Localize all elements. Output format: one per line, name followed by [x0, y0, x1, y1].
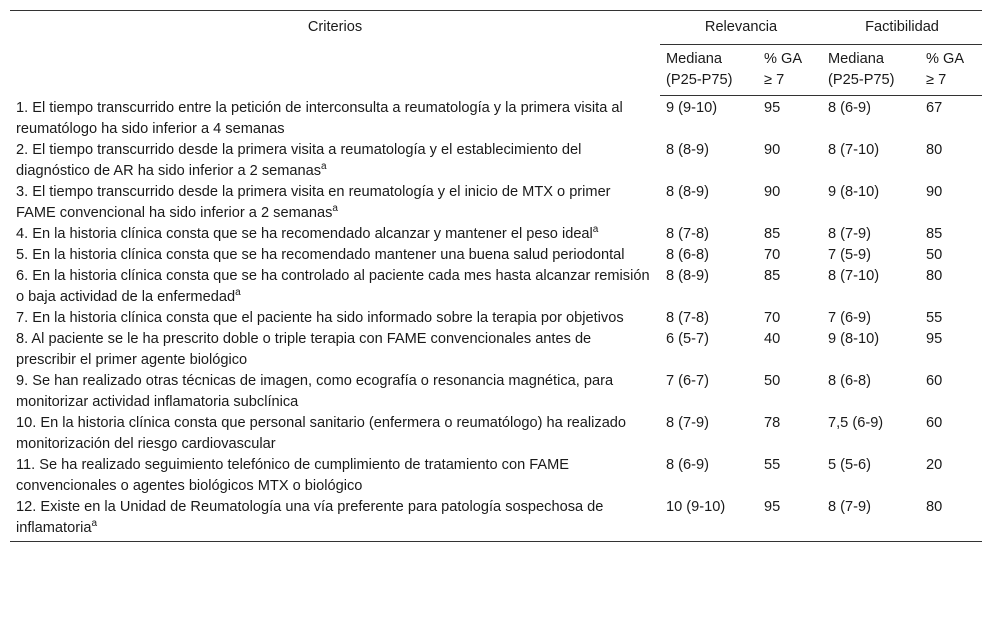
footnote-marker: a: [321, 160, 327, 172]
rel-median-cell: 10 (9-10): [660, 497, 758, 542]
header-fac-mediana: Mediana (P25-P75): [822, 45, 920, 96]
fac-median-cell: 8 (7-10): [828, 141, 880, 158]
criterion-cell: 5. En la historia clínica consta que se ha recomendado mantener una buena salud periodontal: [16, 246, 625, 263]
fac-median-cell: 9 (8-10): [828, 330, 880, 347]
fac-ga-cell: 60: [926, 414, 943, 431]
header-factibilidad: Factibilidad: [822, 11, 982, 45]
rel-ga-cell: 90: [764, 141, 781, 158]
footnote-marker: a: [592, 223, 599, 235]
fac-median-cell: 8 (7-10): [828, 267, 880, 284]
rel-ga-cell: 50: [764, 372, 781, 389]
fac-ga-cell: 80: [920, 497, 982, 542]
fac-median-cell: 7,5 (6-9): [828, 414, 884, 431]
rel-median-cell: 7 (6-7): [666, 372, 709, 389]
criterion-cell: 3. El tiempo transcurrido desde la primera visita en reumatología y el inicio de MTX o primer FAME convencional ha sido inferior a 2 semanas$^a$: [16, 183, 611, 221]
rel-median-cell: 8 (8-9): [666, 267, 709, 284]
table-row: [10, 96, 982, 140]
rel-ga-cell: 95: [758, 497, 822, 542]
header-fac-ga: % GA ≥ 7: [920, 45, 982, 96]
fac-ga-cell: 80: [926, 267, 943, 284]
fac-ga-cell: 80: [926, 141, 943, 158]
fac-median-cell: 7 (6-9): [828, 309, 871, 326]
table-row: [10, 224, 982, 245]
rel-ga-cell: 40: [764, 330, 781, 347]
criteria-table: [10, 10, 982, 542]
rel-median-cell: 8 (8-9): [666, 141, 709, 158]
table-row: [10, 497, 982, 542]
table-row: [10, 455, 982, 497]
rel-ga-cell: 85: [764, 225, 781, 242]
rel-median-cell: 8 (7-8): [666, 309, 709, 326]
fac-ga-cell: 95: [926, 330, 943, 347]
fac-median-cell: 8 (7-9): [822, 497, 920, 542]
fac-ga-cell: 90: [926, 183, 943, 200]
fac-median-cell: 9 (8-10): [828, 183, 880, 200]
rel-median-cell: 6 (5-7): [666, 330, 709, 347]
fac-median-cell: 8 (6-9): [828, 100, 871, 116]
rel-ga-cell: 85: [764, 267, 781, 284]
header-relevancia: Relevancia: [660, 11, 822, 45]
criterion-cell: 1. El tiempo transcurrido entre la petición de interconsulta a reumatología y la primera visita al reumatólogo ha sido inferior a 4 semanas: [16, 99, 623, 137]
criterion-cell: 8. Al paciente se le ha prescrito doble o triple terapia con FAME convencionales antes de prescribir el primer agente biológico: [16, 330, 592, 368]
fac-ga-cell: 20: [926, 456, 943, 473]
fac-ga-cell: 67: [926, 100, 943, 116]
rel-median-cell: 8 (8-9): [666, 183, 709, 200]
rel-ga-cell: 55: [764, 456, 781, 473]
fac-median-cell: 7 (5-9): [828, 246, 871, 263]
fac-median-cell: 8 (6-8): [828, 372, 871, 389]
table-row: [10, 371, 982, 413]
header-rel-mediana: Mediana (P25-P75): [660, 45, 758, 96]
table-row: [10, 413, 982, 455]
footnote-marker: a: [332, 202, 338, 214]
header-criterios: Criterios: [10, 11, 660, 96]
table-row: [10, 266, 982, 308]
rel-ga-cell: 90: [764, 183, 781, 200]
criterion-cell: 7. En la historia clínica consta que el paciente ha sido informado sobre la terapia por objetivos: [16, 309, 624, 326]
table-row: [10, 245, 982, 266]
fac-ga-cell: 55: [926, 309, 943, 326]
criterion-cell: 10. En la historia clínica consta que personal sanitario (enfermera o reumatólogo) ha realizado monitorización del riesgo cardiovascular: [16, 414, 627, 452]
fac-ga-cell: 60: [926, 372, 943, 389]
rel-ga-cell: 70: [764, 309, 781, 326]
fac-median-cell: 8 (7-9): [828, 225, 871, 242]
footnote-marker: a: [91, 517, 97, 529]
table-row: [10, 308, 982, 329]
rel-median-cell: 8 (6-9): [666, 456, 709, 473]
fac-ga-cell: 50: [926, 246, 943, 263]
criterion-cell: 4. En la historia clínica consta que se ha recomendado alcanzar y mantener el peso ideal$^a$: [16, 223, 599, 242]
fac-median-cell: 5 (5-6): [828, 456, 871, 473]
table-row: [10, 140, 982, 182]
table-row: [10, 329, 982, 371]
rel-median-cell: 9 (9-10): [666, 100, 718, 116]
criterion-cell: 11. Se ha realizado seguimiento telefónico de cumplimiento de tratamiento con FAME convencionales o agentes biológicos MTX o biológico: [16, 456, 569, 494]
criterion-cell: 12. Existe en la Unidad de Reumatología una vía preferente para patología sospechosa de inflamatoria$^a$: [10, 497, 660, 542]
header-rel-ga: % GA ≥ 7: [758, 45, 822, 96]
footnote-marker: a: [235, 286, 241, 298]
rel-ga-cell: 70: [764, 246, 781, 263]
criterion-cell: 9. Se han realizado otras técnicas de imagen, como ecografía o resonancia magnética, para monitorizar actividad inflamatoria subclínica: [16, 372, 614, 410]
rel-ga-cell: 78: [764, 414, 781, 431]
fac-ga-cell: 85: [926, 225, 943, 242]
table-row: [10, 182, 982, 224]
rel-median-cell: 8 (6-8): [666, 246, 709, 263]
rel-median-cell: 8 (7-9): [666, 414, 709, 431]
criterion-cell: 6. En la historia clínica consta que se ha controlado al paciente cada mes hasta alcanzar remisión o baja actividad de la enfermedad$^a$: [16, 267, 650, 305]
criterion-cell: 2. El tiempo transcurrido desde la primera visita a reumatología y el establecimiento del diagnóstico de AR ha sido inferior a 2 semanas$^a$: [16, 141, 582, 179]
rel-median-cell: 8 (7-8): [666, 225, 709, 242]
rel-ga-cell: 95: [764, 100, 781, 116]
